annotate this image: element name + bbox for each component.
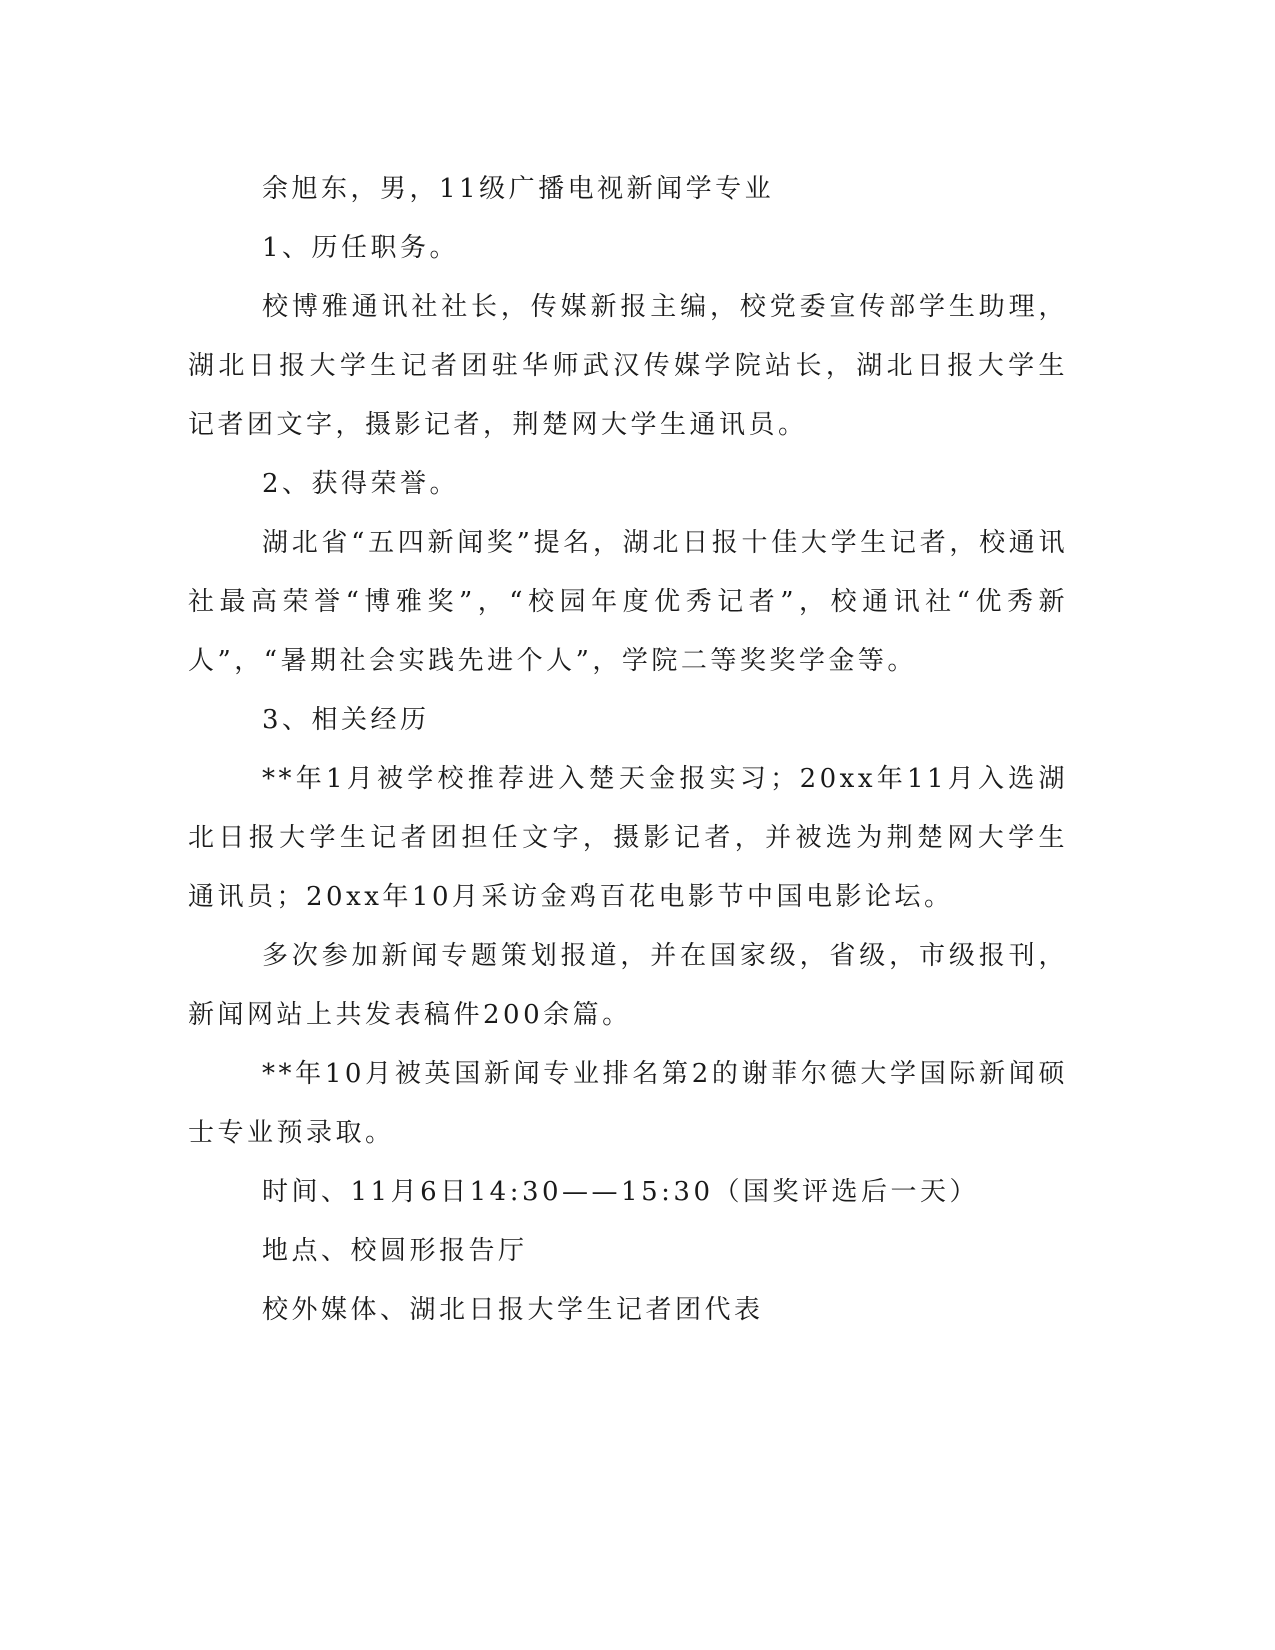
location-line: 地点、校圆形报告厅 [262,1236,528,1266]
publications-paragraph: 多次参加新闻专题策划报道，并在国家级，省级，市级报刊，新闻网站上共发表稿件200余篇。 [188,941,1068,1030]
section-heading-positions: 1、历任职务。 [262,233,460,263]
section-heading-honors: 2、获得荣誉。 [262,469,460,499]
positions-paragraph: 校博雅通讯社社长，传媒新报主编，校党委宣传部学生助理，湖北日报大学生记者团驻华师武汉传媒学院站长，湖北日报大学生记者团文字，摄影记者，荆楚网大学生通讯员。 [188,292,1068,440]
admission-paragraph: **年10月被英国新闻专业排名第2的谢菲尔德大学国际新闻硕士专业预录取。 [188,1059,1068,1148]
document-body [188,160,1068,1340]
honors-paragraph: 湖北省“五四新闻奖”提名，湖北日报十佳大学生记者，校通讯社最高荣誉“博雅奖”，“校园年度优秀记者”，校通讯社“优秀新人”，“暑期社会实践先进个人”，学院二等奖奖学金等。 [188,528,1068,676]
section-heading-experience: 3、相关经历 [262,705,430,735]
experience-paragraph: **年1月被学校推荐进入楚天金报实习；20xx年11月入选湖北日报大学生记者团担任文字，摄影记者，并被选为荆楚网大学生通讯员；20xx年10月采访金鸡百花电影节中国电影论坛。 [188,764,1068,912]
name-line: 余旭东，男，11级广播电视新闻学专业 [262,174,775,204]
time-line: 时间、11月6日14:30——15:30（国奖评选后一天） [262,1177,979,1207]
media-line: 校外媒体、湖北日报大学生记者团代表 [262,1295,764,1325]
